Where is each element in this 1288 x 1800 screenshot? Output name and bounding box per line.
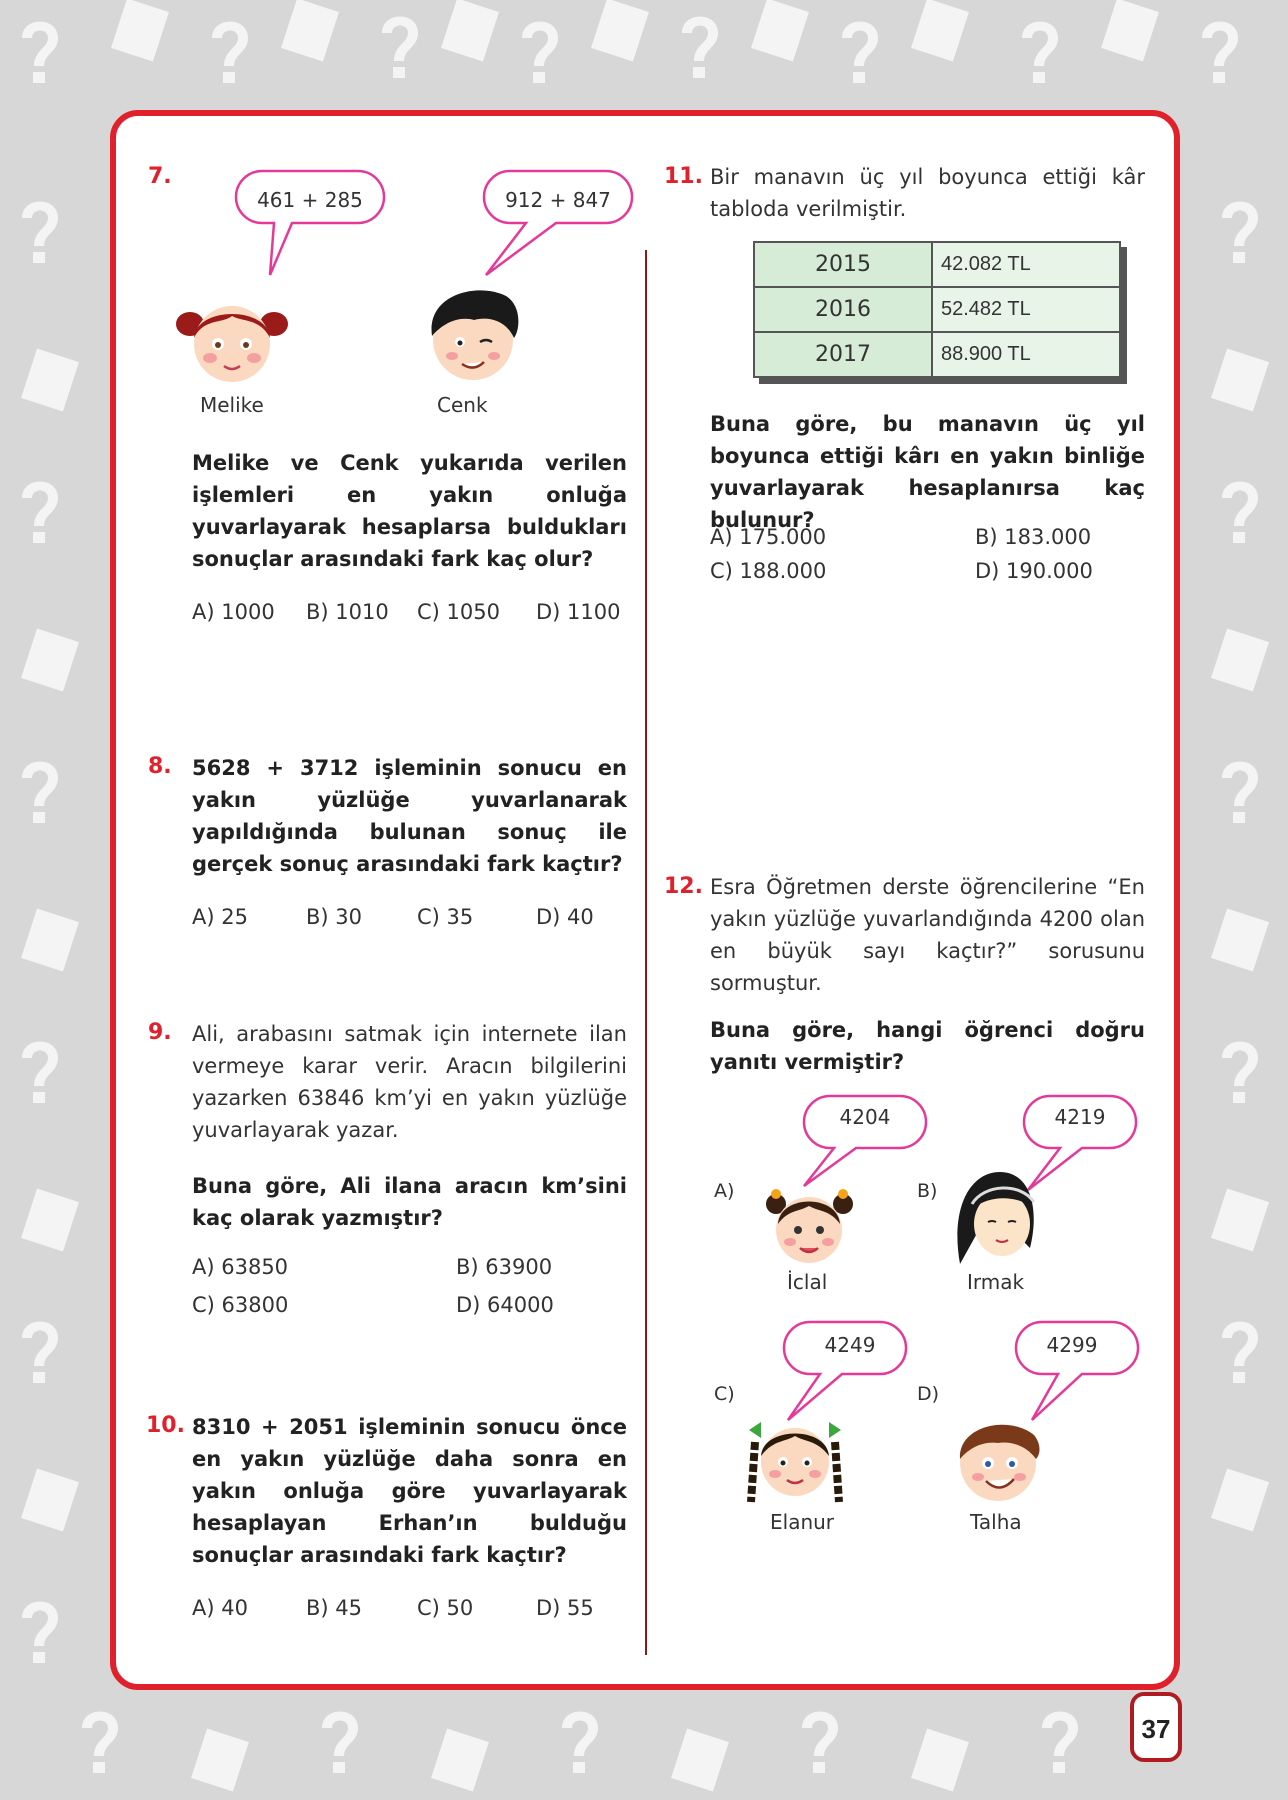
- option-b[interactable]: B) 30: [306, 905, 362, 929]
- question-10-options: [192, 1596, 632, 1620]
- option-a[interactable]: A) 1000: [192, 600, 275, 624]
- bubble-right-text: 912 + 847: [505, 188, 611, 212]
- girl-face-melike-icon: [172, 288, 292, 388]
- column-divider: [645, 250, 647, 1655]
- profit-table: [753, 241, 1121, 378]
- girl-face-iclal-icon: [762, 1180, 857, 1270]
- question-9-number: 9.: [148, 1020, 172, 1045]
- speech-bubble-right: [478, 165, 638, 280]
- student-c-name: Elanur: [770, 1510, 835, 1534]
- question-10-text: 8310 + 2051 işleminin sonucu önce en yakın yüzlüğe daha sonra en yakın onluğa göre yuvarlayarak hesaplayan Erhan’ın bulduğu sonuçlar arasındaki fark kaçtır?: [192, 1415, 627, 1567]
- boy-face-cenk-icon: [418, 280, 528, 390]
- question-8-number: 8.: [148, 754, 172, 779]
- option-d[interactable]: D) 64000: [456, 1293, 554, 1317]
- question-9-text: Ali, arabasını satmak için internete ilan vermeye karar verir. Aracın bilgilerini yazarken 63846 km’yi en yakın yüzlüğe yuvarlayarak yazar.: [192, 1022, 627, 1142]
- question-11-options: [710, 525, 1150, 583]
- option-b[interactable]: B) 183.000: [975, 525, 1092, 549]
- student-d-letter[interactable]: D): [917, 1383, 940, 1405]
- option-b[interactable]: B) 1010: [306, 600, 389, 624]
- bubble-b-text: 4219: [1054, 1105, 1106, 1129]
- name-melike: Melike: [200, 393, 264, 417]
- student-c-letter[interactable]: C): [714, 1383, 735, 1405]
- option-d[interactable]: D) 1100: [536, 600, 621, 624]
- option-b[interactable]: B) 63900: [456, 1255, 553, 1279]
- student-a-letter[interactable]: A): [714, 1180, 735, 1202]
- question-12-number: 12.: [664, 874, 703, 899]
- girl-face-irmak-icon: [950, 1168, 1040, 1268]
- option-c[interactable]: C) 63800: [192, 1293, 289, 1317]
- student-d-name: Talha: [970, 1510, 1022, 1534]
- option-d[interactable]: D) 55: [536, 1596, 594, 1620]
- option-c[interactable]: C) 188.000: [710, 559, 827, 583]
- table-row: [754, 242, 1120, 287]
- student-b-name: Irmak: [967, 1270, 1025, 1294]
- table-cell-year: 2016: [754, 287, 932, 332]
- question-11-number: 11.: [664, 164, 703, 189]
- bubble-a-text: 4204: [839, 1105, 891, 1129]
- option-a[interactable]: A) 63850: [192, 1255, 289, 1279]
- bubble-left-text: 461 + 285: [257, 188, 363, 212]
- question-11-question: Buna göre, bu manavın üç yıl boyunca ettiği kârı en yakın binliğe yuvarlayarak hesaplanırsa kaç bulunur?: [710, 412, 1145, 532]
- option-c[interactable]: C) 35: [417, 905, 474, 929]
- table-row: [754, 332, 1120, 377]
- page-number: 37: [1130, 1692, 1182, 1762]
- student-a-name: İclal: [787, 1270, 828, 1294]
- girl-face-elanur-icon: [745, 1412, 845, 1512]
- table-cell-year: 2015: [754, 242, 932, 287]
- table-cell-value: 88.900 TL: [932, 332, 1120, 377]
- bubble-c-text: 4249: [824, 1333, 876, 1357]
- question-7-number: 7.: [148, 164, 172, 189]
- speech-bubble-left: [230, 165, 390, 280]
- option-d[interactable]: D) 40: [536, 905, 594, 929]
- boy-face-talha-icon: [950, 1415, 1045, 1505]
- option-c[interactable]: C) 1050: [417, 600, 500, 624]
- option-a[interactable]: A) 40: [192, 1596, 248, 1620]
- question-7-options: [192, 600, 632, 624]
- question-9-options: [192, 1255, 632, 1317]
- student-b-letter[interactable]: B): [917, 1180, 938, 1202]
- table-cell-value: 52.482 TL: [932, 287, 1120, 332]
- table-row: [754, 287, 1120, 332]
- question-8-options: [192, 905, 632, 929]
- option-a[interactable]: A) 25: [192, 905, 248, 929]
- table-cell-year: 2017: [754, 332, 932, 377]
- question-12-text: Esra Öğretmen derste öğrencilerine “En yakın yüzlüğe yuvarlandığında 4200 olan en büyük sayı kaçtır?” sorusunu sormuştur.: [710, 875, 1145, 995]
- question-7-text: Melike ve Cenk yukarıda verilen işlemleri en yakın onluğa yuvarlayarak hesaplarsa buldukları sonuçlar arasındaki fark kaç olur?: [192, 451, 627, 571]
- option-a[interactable]: A) 175.000: [710, 525, 827, 549]
- option-c[interactable]: C) 50: [417, 1596, 474, 1620]
- question-10-number: 10.: [146, 1413, 185, 1438]
- table-cell-value: 42.082 TL: [932, 242, 1120, 287]
- question-8-text: 5628 + 3712 işleminin sonucu en yakın yüzlüğe yuvarlanarak yapıldığında bulunan sonuç ile gerçek sonuç arasındaki fark kaçtır?: [192, 756, 627, 876]
- name-cenk: Cenk: [437, 393, 488, 417]
- question-12-question: Buna göre, hangi öğrenci doğru yanıtı vermiştir?: [710, 1018, 1145, 1074]
- bubble-d-text: 4299: [1046, 1333, 1098, 1357]
- option-d[interactable]: D) 190.000: [975, 559, 1093, 583]
- option-b[interactable]: B) 45: [306, 1596, 362, 1620]
- question-9-question: Buna göre, Ali ilana aracın km’sini kaç olarak yazmıştır?: [192, 1174, 627, 1230]
- question-11-text: Bir manavın üç yıl boyunca ettiği kâr tabloda verilmiştir.: [710, 165, 1145, 221]
